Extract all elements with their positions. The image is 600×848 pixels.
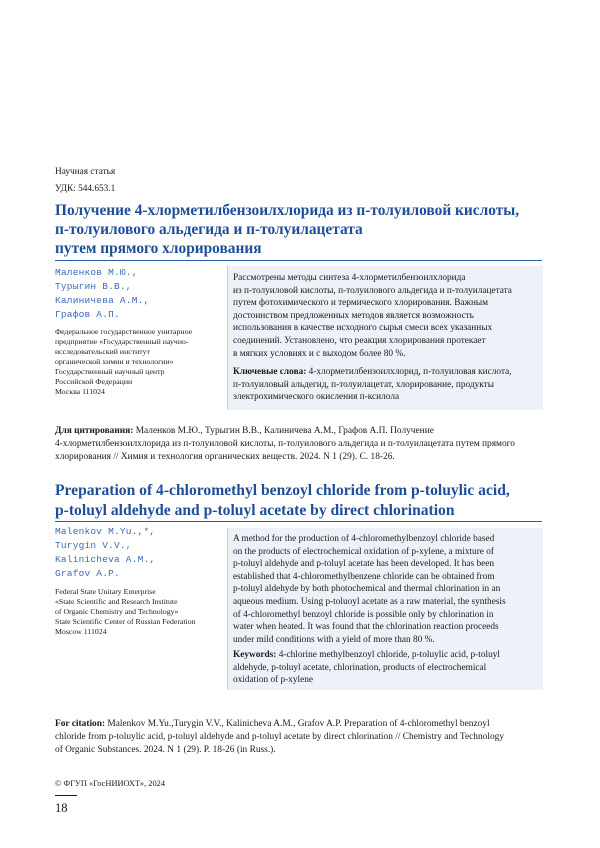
article-type: Научная статья xyxy=(55,167,116,177)
abstract-line: достоинством предложенных методов является возможность xyxy=(233,310,474,321)
abstract-line: established that 4-chloromethylbenzene chloride can be obtained from xyxy=(233,571,495,582)
citation-label: For citation: xyxy=(55,719,106,729)
keywords-text: 4-хлорметилбензоилхлорид, п-толуиловая кислота, xyxy=(306,367,512,377)
affiliation-line: State Scientific Center of Russian Federation xyxy=(55,617,196,626)
author-link[interactable]: Калиничева А.М., xyxy=(55,295,150,306)
udc-code: УДК: 544.653.1 xyxy=(55,184,116,194)
abstract-line: в мягких условиях и с выходом более 80 %. xyxy=(233,348,406,359)
abstract-line: Рассмотрены методы синтеза 4-хлорметилбензоилхлорида xyxy=(233,273,466,283)
abstract-line: water when heated. It was found that the chlorination reaction proceeds xyxy=(233,622,499,633)
title-ru-line: Получение 4-хлорметилбензоилхлорида из п-толуиловой кислоты, xyxy=(55,202,520,219)
abstract-line: under mild conditions with a yield of more than 80 %. xyxy=(233,634,435,645)
keywords-text: oxidation of p-xylene xyxy=(233,675,314,686)
citation-text: of Organic Substances. 2024. N 1 (29). P. 18-26 (in Russ.). xyxy=(55,745,276,755)
citation-text: Маленков М.Ю., Турыгин В.В., Калиничева А.М., Графов А.П. Получение xyxy=(133,426,434,436)
citation-ru xyxy=(55,425,545,464)
abstract-ru xyxy=(233,272,543,360)
affiliation-en xyxy=(55,587,230,637)
title-en xyxy=(55,481,585,520)
keywords-text: aldehyde, p-toluyl acetate, chlorination, products of electrochemical xyxy=(233,662,487,673)
keywords-text: электрохимического окисления п-ксилола xyxy=(233,392,400,403)
abstract-line: A method for the production of 4-chloromethylbenzoyl chloride based xyxy=(233,534,495,544)
citation-text: chloride from p-toluylic acid, p-toluyl aldehyde and p-toluyl acetate by direct chlorination // Chemistry and Technology xyxy=(55,732,505,742)
abstract-line: p-toluyl aldehyde by both photochemical and thermal chlorination in an xyxy=(233,584,501,595)
authors-ru xyxy=(55,266,149,322)
citation-text: 4-хлорметилбензоилхлорида из п-толуиловой кислоты, п-толуилового альдегида и п-толуилацетата путем прямого xyxy=(55,439,515,449)
authors-en xyxy=(55,525,155,581)
abstract-line: of 4-chloromethyl benzoyl chloride is possible only by chlorination in xyxy=(233,609,494,620)
title-ru-line: п-толуилового альдегида и п-толуилацетата xyxy=(55,221,363,238)
abstract-line: on the products of electrochemical oxidation of p-xylene, a mixture of xyxy=(233,546,494,557)
author-link[interactable]: Malenkov M.Yu.,*, xyxy=(55,526,156,537)
page-number: 18 xyxy=(55,801,68,815)
affiliation-ru xyxy=(55,327,225,397)
footer-rule xyxy=(55,795,77,796)
title-divider xyxy=(55,521,542,522)
affiliation-line: Moscow 111024 xyxy=(55,627,107,636)
abstract-en xyxy=(233,533,543,646)
title-en-line: p-toluyl aldehyde and p-toluyl acetate by direct chlorination xyxy=(55,501,455,519)
author-link[interactable]: Маленков М.Ю., xyxy=(55,267,138,278)
abstract-line: путем фотохимического и термического хлорирования. Важным xyxy=(233,298,489,309)
abstract-line: соединений. Установлено, что реакция хлорирования протекает xyxy=(233,335,486,346)
affiliation-line: Москва 111024 xyxy=(55,387,105,396)
keywords-label: Keywords: xyxy=(233,650,277,660)
affiliation-line: Federal State Unitary Enterprise xyxy=(55,587,156,596)
affiliation-line: Российской Федерации xyxy=(55,377,133,386)
citation-en xyxy=(55,718,545,757)
keywords-ru xyxy=(233,366,543,404)
title-en-line: Preparation of 4-chloromethyl benzoyl chloride from p-toluylic acid, xyxy=(55,482,510,499)
affiliation-line: органической химии и технологии» xyxy=(55,357,174,366)
keywords-en xyxy=(233,649,543,687)
citation-label: Для цитирования: xyxy=(55,426,134,436)
abstract-line: p-toluyl aldehyde and p-toluyl acetate has been developed. It has been xyxy=(233,559,494,570)
citation-text: Malenkov M.Yu.,Turygin V.V., Kalinicheva A.M., Grafov A.P. Preparation of 4-chloromethyl benzoyl xyxy=(105,719,490,729)
affiliation-line: исследовательский институт xyxy=(55,347,150,356)
abstract-line: использования в качестве исходного сырья смеси всех указанных xyxy=(233,323,493,334)
author-link[interactable]: Турыгин В.В., xyxy=(55,281,132,292)
copyright: © ФГУП «ГосНИИОХТ», 2024 xyxy=(55,779,166,788)
abstract-line: aqueous medium. Using p-toluoyl acetate as a raw material, the synthesis xyxy=(233,596,506,607)
author-link[interactable]: Графов А.П. xyxy=(55,309,120,320)
title-divider xyxy=(55,260,542,261)
affiliation-line: Федеральное государственное унитарное xyxy=(55,327,193,336)
affiliation-line: Государственный научный центр xyxy=(55,367,165,376)
title-ru-line: путем прямого хлорирования xyxy=(55,240,262,257)
affiliation-line: «State Scientific and Research Institute xyxy=(55,597,178,606)
author-link[interactable]: Grafov A.P. xyxy=(55,568,120,579)
author-link[interactable]: Turygin V.V., xyxy=(55,540,132,551)
author-link[interactable]: Kalinicheva A.M., xyxy=(55,554,156,565)
abstract-line: из п-толуиловой кислоты, п-толуилового альдегида и п-толуилацетата xyxy=(233,285,512,296)
affiliation-line: of Organic Chemistry and Technology» xyxy=(55,607,179,616)
affiliation-line: предприятие «Государственный научно- xyxy=(55,337,189,346)
keywords-text: п-толуиловый альдегид, п-толуилацетат, хлорирование, продукты xyxy=(233,379,494,390)
citation-text: хлорирования // Химия и технология органических веществ. 2024. N 1 (29). С. 18-26. xyxy=(55,452,395,462)
title-ru xyxy=(55,201,575,258)
keywords-text: 4-chlorine methylbenzoyl chloride, p-toluylic acid, p-toluyl xyxy=(276,650,500,660)
keywords-label: Ключевые слова: xyxy=(233,367,307,377)
